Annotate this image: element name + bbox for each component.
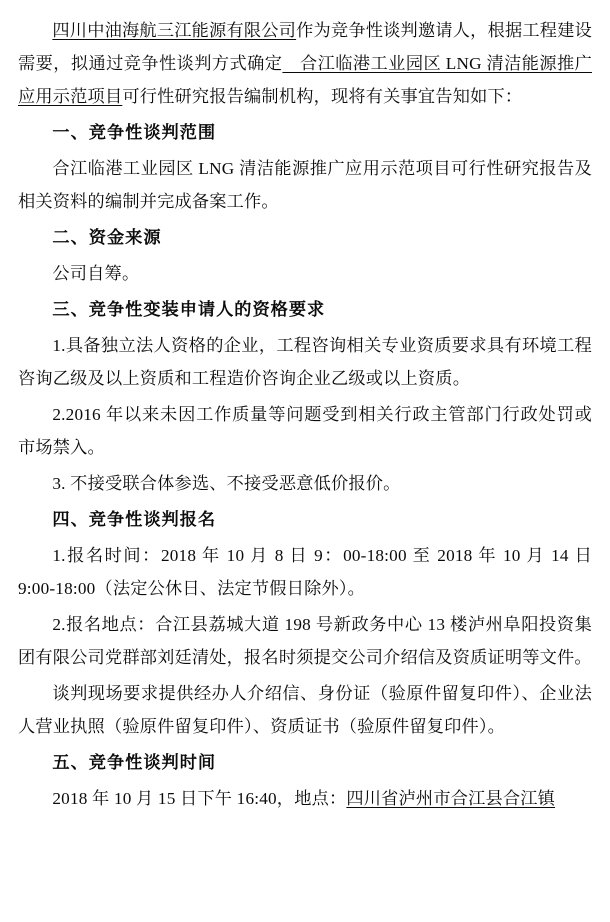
body-paragraph bbox=[18, 782, 592, 815]
body-paragraph bbox=[18, 14, 592, 113]
section-heading bbox=[18, 503, 592, 536]
underlined-text: 四川中油海航三江能源有限公司 bbox=[52, 21, 297, 40]
body-paragraph bbox=[18, 539, 592, 605]
text-run: 作为竞争性谈判邀请人，根据工程建设需要，拟通过竞争性谈判方式确定 bbox=[18, 21, 592, 73]
text-run: 二、资金来源 bbox=[52, 228, 162, 247]
text-run: 2.2016 年以来未因工作质量等问题受到相关行政主管部门行政处罚或市场禁入。 bbox=[18, 405, 592, 457]
text-run: 三、竞争性变装申请人的资格要求 bbox=[52, 300, 326, 319]
text-run: 四、竞争性谈判报名 bbox=[52, 510, 217, 529]
underlined-text: 合江临港工业园区 LNG 清洁能源推广应用示范项目 bbox=[18, 54, 592, 106]
underlined-text: 四川省泸州市合江县合江镇 bbox=[346, 789, 556, 808]
body-paragraph bbox=[18, 152, 592, 218]
body-paragraph bbox=[18, 677, 592, 743]
text-run: 1.具备独立法人资格的企业，工程咨询相关专业资质要求具有环境工程咨询乙级及以上资质和工程造价咨询企业乙级或以上资质。 bbox=[18, 336, 592, 388]
text-run: 可行性研究报告编制机构，现将有关事宜告知如下： bbox=[122, 87, 523, 106]
body-paragraph bbox=[18, 467, 592, 500]
body-paragraph bbox=[18, 329, 592, 395]
text-run: 一、竞争性谈判范围 bbox=[52, 123, 217, 142]
section-heading bbox=[18, 746, 592, 779]
text-run: 合江临港工业园区 LNG 清洁能源推广应用示范项目可行性研究报告及相关资料的编制并完成备案工作。 bbox=[18, 159, 592, 211]
section-heading bbox=[18, 116, 592, 149]
section-heading bbox=[18, 293, 592, 326]
body-paragraph bbox=[18, 608, 592, 674]
section-heading bbox=[18, 221, 592, 254]
text-run: 1.报名时间：2018 年 10 月 8 日 9：00-18:00 至 2018 年 10 月 14 日 9:00-18:00（法定公休日、法定节假日除外）。 bbox=[18, 546, 592, 598]
text-run: 3. 不接受联合体参选、不接受恶意低价报价。 bbox=[52, 474, 401, 493]
text-run: 2018 年 10 月 15 日下午 16:40，地点： bbox=[52, 789, 347, 808]
text-run: 2.报名地点：合江县荔城大道 198 号新政务中心 13 楼泸州阜阳投资集团有限公司党群部刘廷清处，报名时须提交公司介绍信及资质证明等文件。 bbox=[18, 615, 592, 667]
text-run: 公司自筹。 bbox=[52, 264, 140, 283]
body-paragraph bbox=[18, 257, 592, 290]
text-run: 谈判现场要求提供经办人介绍信、身份证（验原件留复印件）、企业法人营业执照（验原件留复印件）、资质证书（验原件留复印件）。 bbox=[18, 684, 592, 736]
text-run: 五、竞争性谈判时间 bbox=[52, 753, 217, 772]
body-paragraph bbox=[18, 398, 592, 464]
